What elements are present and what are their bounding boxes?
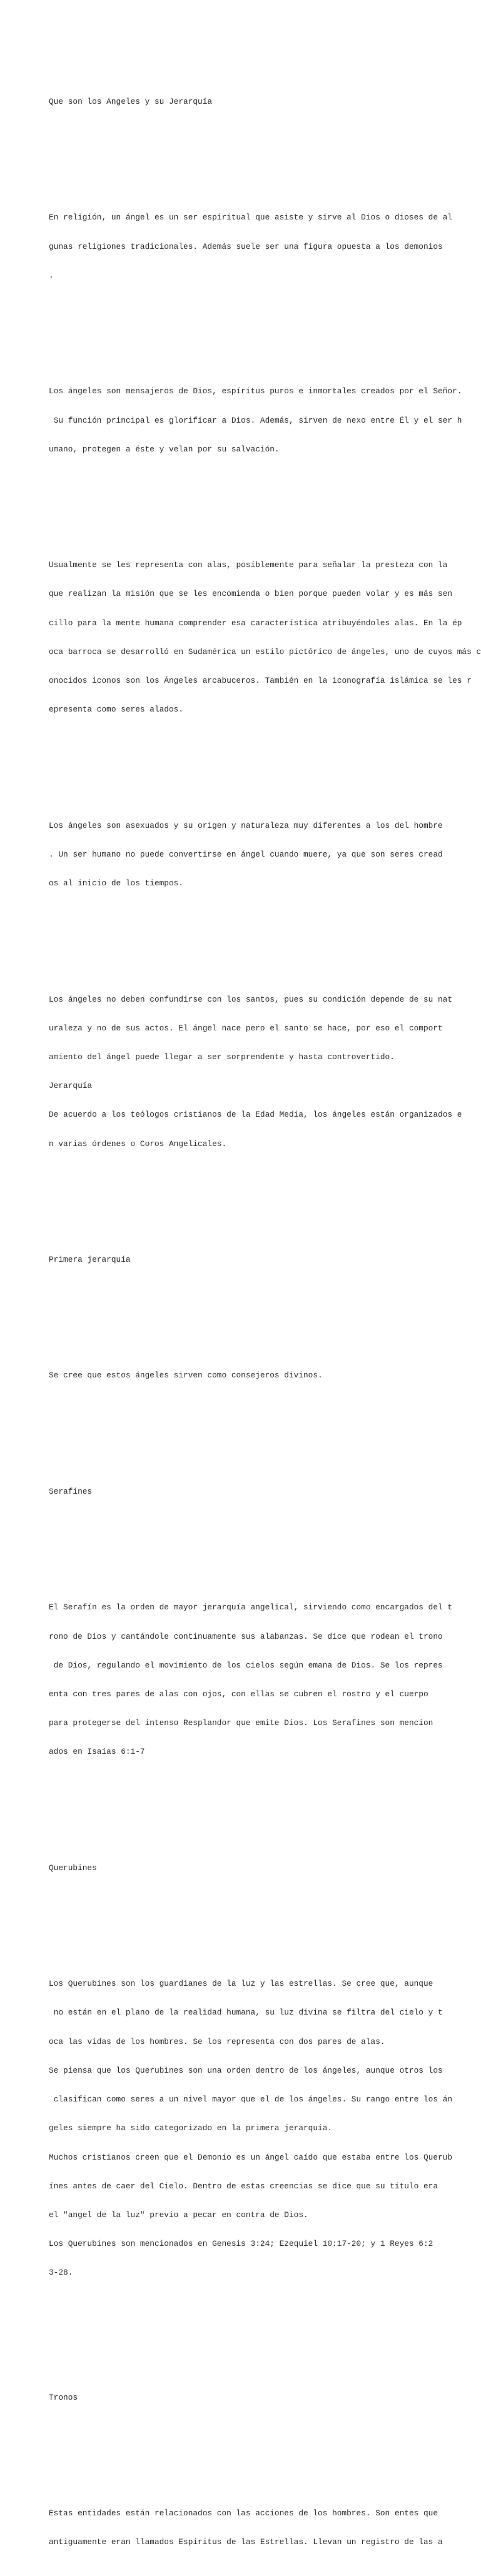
text-line: oca las vidas de los hombres. Se los representa con dos pares de alas. xyxy=(49,2036,385,2046)
text-line: os al inicio de los tiempos. xyxy=(49,878,184,888)
text-line: umano, protegen a éste y velan por su salvación. xyxy=(49,444,280,454)
text-line: geles siempre ha sido categorizado en la primera jerarquía. xyxy=(49,2123,333,2133)
text-line: gunas religiones tradicionales. Además suele ser una figura opuesta a los demonios xyxy=(49,241,443,251)
document-body xyxy=(49,49,480,2576)
document-title xyxy=(49,78,480,126)
text-line: Usualmente se les representa con alas, posíblemente para señalar la presteza con la xyxy=(49,560,448,570)
text-line: De acuerdo a los teólogos cristianos de la Edad Media, los ángeles están organizados e xyxy=(49,1110,462,1120)
text-line: enta con tres pares de alas con ojos, con ellas se cubren el rostro y el cuerpo xyxy=(49,1689,428,1699)
text-line: . Un ser humano no puede convertirse en ángel cuando muere, ya que son seres cread xyxy=(49,849,443,859)
text-line: Los ángeles no deben confundirse con los santos, pues su condición depende de su nat xyxy=(49,994,453,1004)
text-line: ados en Isaías 6:1-7 xyxy=(49,1747,145,1757)
paragraph-consejeros xyxy=(49,1352,480,1400)
text-line: no están en el plano de la realidad humana, su luz divina se filtra del cielo y t xyxy=(49,2008,443,2018)
text-line: Se piensa que los Querubines son una orden dentro de los ángeles, aunque otros los xyxy=(49,2065,443,2075)
text-line: oca barroca se desarrolló en Sudamérica un estilo pictórico de ángeles, uno de cuyos más c xyxy=(49,647,481,657)
paragraph-intro xyxy=(49,194,480,299)
text-line: amiento del ángel puede llegar a ser sorprendente y hasta controvertido. xyxy=(49,1052,395,1062)
text-line: Los ángeles son mensajeros de Dios, espíritus puros e inmortales creados por el Señor. xyxy=(49,386,462,396)
heading-primera-jerarquia xyxy=(49,1235,480,1284)
text-line: . xyxy=(49,270,54,280)
text-line: Serafines xyxy=(49,1486,93,1496)
text-line: Tronos xyxy=(49,2392,78,2402)
heading-tronos xyxy=(49,2373,480,2422)
text-line: epresenta como seres alados. xyxy=(49,705,184,715)
text-line: cillo para la mente humana comprender esa característica atribuyéndoles alas. En la ép xyxy=(49,618,462,628)
text-line: clasifican como seres a un nivel mayor que el de los ángeles. Su rango entre los án xyxy=(49,2095,453,2105)
text-line: Los Querubines son mencionados en Genesis 3:24; Ezequiel 10:17-20; y 1 Reyes 6:2 xyxy=(49,2239,433,2249)
text-line: para protegerse del intenso Resplandor que emite Dios. Los Serafines son mencion xyxy=(49,1718,433,1728)
text-line: de Dios, regulando el movimiento de los cielos según emana de Dios. Se los repres xyxy=(49,1660,443,1670)
text-line: Su función principal es glorificar a Dios. Además, sirven de nexo entre Él y el ser h xyxy=(49,415,462,425)
paragraph-alas xyxy=(49,541,480,733)
text-line: onocidos iconos son los Ángeles arcabuceros. También en la iconografía islámica se les r xyxy=(49,676,472,686)
paragraph-mensajeros xyxy=(49,368,480,473)
text-line: que realizan la misión que se les encomienda o bien porque pueden volar y es más sen xyxy=(49,589,453,599)
text-line: Primera jerarquía xyxy=(49,1255,131,1264)
paragraph-serafines xyxy=(49,1584,480,1776)
text-line: Querubines xyxy=(49,1863,97,1873)
text-line: antiguamente eran llamados Espíritus de las Estrellas. Llevan un registro de las a xyxy=(49,2537,443,2547)
paragraph-santos xyxy=(49,975,480,1168)
text-line: 3-28. xyxy=(49,2268,73,2278)
heading-querubines xyxy=(49,1844,480,1892)
text-line: Muchos cristianos creen que el Demonio es un ángel caído que estaba entre los Querub xyxy=(49,2152,453,2162)
text-line: El Serafín es la orden de mayor jerarquía angelical, sirviendo como encargados del t xyxy=(49,1602,453,1613)
section-heading-jerarquia: Jerarquía xyxy=(49,1081,93,1091)
text-line: Que son los Angeles y su Jerarquía xyxy=(49,97,213,107)
paragraph-tronos xyxy=(49,2489,480,2566)
text-line: ínes antes de caer del Cielo. Dentro de estas creencias se dice que su título era xyxy=(49,2181,438,2191)
text-line: En religión, un ángel es un ser espiritual que asiste y sirve al Dios o dioses de al xyxy=(49,213,453,223)
text-line: rono de Dios y cantándole continuamente sus alabanzas. Se dice que rodean el trono xyxy=(49,1631,443,1641)
text-line: Se cree que estos ángeles sirven como consejeros divinos. xyxy=(49,1371,323,1381)
text-line: Los Querubines son los guardianes de la luz y las estrellas. Se cree que, aunque xyxy=(49,1979,433,1989)
text-line: Estas entidades están relacionados con las acciones de los hombres. Son entes que xyxy=(49,2508,438,2518)
text-line: uraleza y no de sus actos. El ángel nace pero el santo se hace, por eso el comport xyxy=(49,1023,443,1033)
heading-serafines xyxy=(49,1467,480,1516)
paragraph-querubines xyxy=(49,1960,480,2297)
paragraph-asexuados xyxy=(49,802,480,907)
text-line: n varias órdenes o Coros Angelicales. xyxy=(49,1139,227,1149)
text-line: el "angel de la luz" previo a pecar en contra de Dios. xyxy=(49,2210,308,2220)
text-line: Los ángeles son asexuados y su origen y naturaleza muy diferentes a los del hombre xyxy=(49,820,443,830)
